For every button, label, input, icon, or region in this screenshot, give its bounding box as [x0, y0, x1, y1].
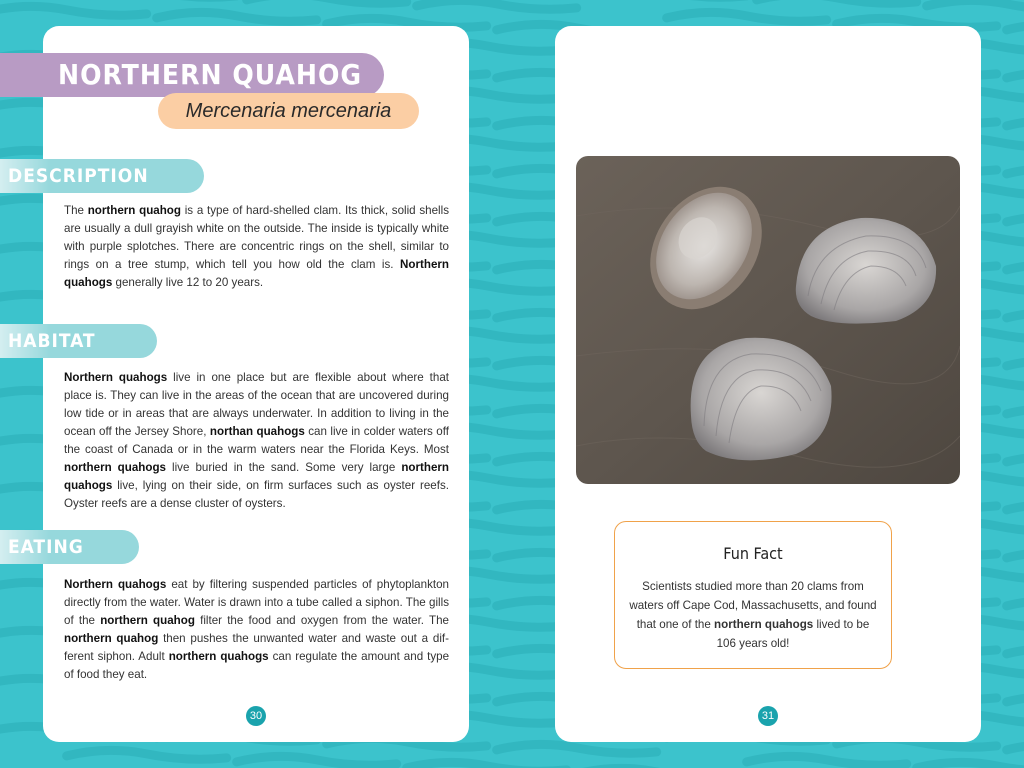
fun-fact-title: Fun Fact — [723, 544, 783, 563]
section-heading-description — [0, 159, 204, 193]
section-heading-label: HABITAT — [8, 330, 96, 352]
fun-fact-text: Scientists studied more than 20 clams from waters off Cape Cod, Massachusetts, and found that one of the northern quahogs lived to be 106 years old! — [629, 580, 877, 650]
section-heading-label: EATING — [8, 536, 84, 558]
page-number: 31 — [758, 706, 778, 726]
page-title: NORTHERN QUAHOG — [0, 53, 384, 97]
fun-fact-box — [614, 521, 892, 669]
left-page — [8, 26, 469, 742]
eating-text: Northern quahogs eat by filtering suspended particles of phytoplankton directly from the water. Water is drawn into a tube called a siphon. The gills of the northern quahog filter the food and oxygen from the water. The northern quahog then pushes the unwanted water and waste out a different siphon. Adult northern quahogs can regulate the amount and type of food they eat. — [64, 578, 450, 681]
right-page — [555, 26, 981, 742]
scientific-name: Mercenaria mercenaria — [158, 93, 419, 129]
clam-shells-photo — [576, 156, 960, 484]
page-number: 30 — [246, 706, 266, 726]
habitat-text: Northern quahogs live in one place but are flexible about where that place is. They can live in the areas of the ocean that are uncovered during low tide or in areas that are always underwater. In addition to living in the ocean off the Jersey Shore, northan quahogs can live in colder waters off the coast of Canada or in the warm waters near the Florida Keys. Most northern quahogs live buried in the sand. Some very large northern quahogs live, lying on their side, on firm surfaces such as oyster reefs. Oyster reefs are a dense cluster of oysters. — [64, 371, 449, 510]
section-heading-eating — [0, 530, 139, 564]
section-heading-habitat — [0, 324, 157, 358]
description-text: The northern quahog is a type of hard-shelled clam. Its thick, solid shells are usually a dull grayish white on the outside. The inside is typically white with purple splotches. There are concentric rings on the shell, similar to rings on a tree stump, which tell you how old the clam is. Northern quahogs generally live 12 to 20 years. — [64, 204, 450, 289]
section-heading-label: DESCRIPTION — [8, 165, 149, 187]
